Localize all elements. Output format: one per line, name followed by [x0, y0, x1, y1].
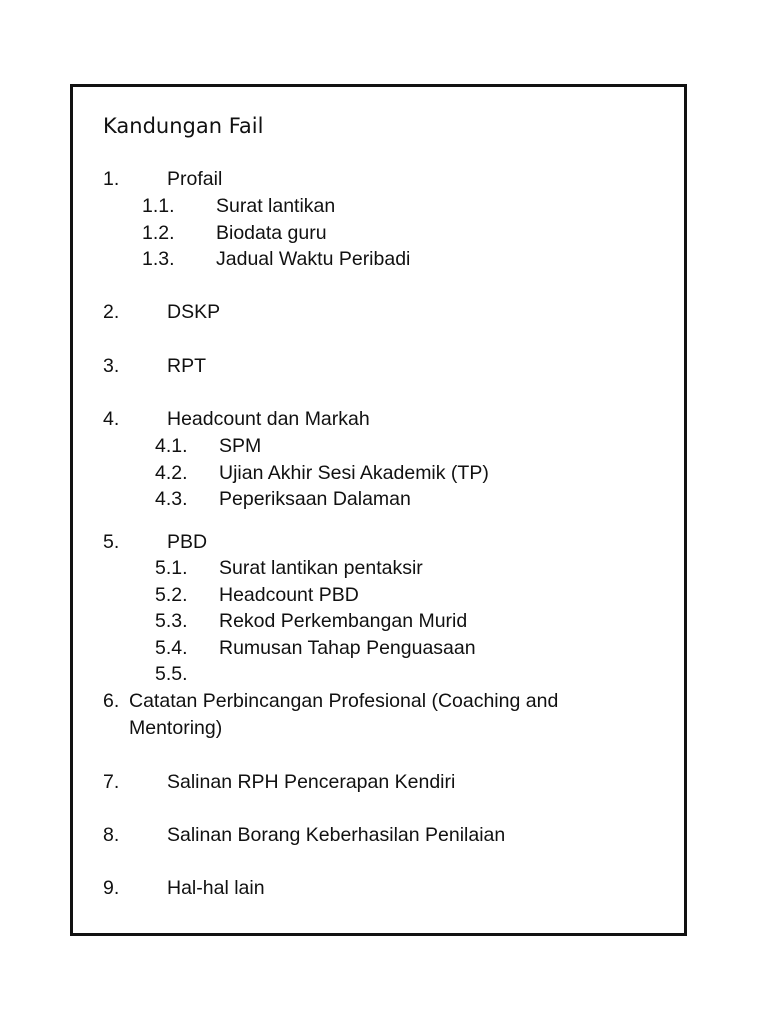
subitem-number: 4.3. — [155, 488, 188, 510]
subitem-label: Surat lantikan — [216, 195, 336, 217]
item-label-line1: Catatan Perbincangan Profesional (Coaching and — [129, 690, 559, 712]
subitem-number: 5.5. — [155, 663, 188, 685]
item-label: Salinan Borang Keberhasilan Penilaian — [167, 824, 506, 846]
item-number: 9. — [103, 877, 120, 899]
subitem-label: SPM — [219, 435, 262, 457]
item-number: 6. — [103, 690, 120, 712]
subitem-label: Ujian Akhir Sesi Akademik (TP) — [219, 462, 489, 484]
item-label: Salinan RPH Pencerapan Kendiri — [167, 771, 456, 793]
subitem-label: Headcount PBD — [219, 584, 359, 606]
item-label-line2: Mentoring) — [129, 717, 223, 739]
item-number: 5. — [103, 531, 120, 553]
item-label: PBD — [167, 531, 208, 553]
item-number: 8. — [103, 824, 120, 846]
subitem-number: 1.3. — [142, 248, 175, 270]
item-number: 1. — [103, 168, 120, 190]
item-label: RPT — [167, 355, 206, 377]
subitem-number: 5.4. — [155, 637, 188, 659]
item-label: Profail — [167, 168, 223, 190]
subitem-number: 4.2. — [155, 462, 188, 484]
subitem-number: 4.1. — [155, 435, 188, 457]
subitem-label: Surat lantikan pentaksir — [219, 557, 423, 579]
item-number: 7. — [103, 771, 120, 793]
subitem-number: 5.3. — [155, 610, 188, 632]
subitem-number: 5.2. — [155, 584, 188, 606]
item-label: Headcount dan Markah — [167, 408, 370, 430]
subitem-number: 1.2. — [142, 222, 175, 244]
subitem-number: 1.1. — [142, 195, 175, 217]
item-label: Hal-hal lain — [167, 877, 265, 899]
subitem-label: Peperiksaan Dalaman — [219, 488, 411, 510]
document-title: Kandungan Fail — [103, 114, 264, 138]
item-label: DSKP — [167, 301, 221, 323]
subitem-label: Rumusan Tahap Penguasaan — [219, 637, 476, 659]
subitem-label: Rekod Perkembangan Murid — [219, 610, 468, 632]
item-number: 3. — [103, 355, 120, 377]
subitem-label: Jadual Waktu Peribadi — [216, 248, 411, 270]
item-number: 4. — [103, 408, 120, 430]
subitem-number: 5.1. — [155, 557, 188, 579]
item-number: 2. — [103, 301, 120, 323]
subitem-label: Biodata guru — [216, 222, 327, 244]
